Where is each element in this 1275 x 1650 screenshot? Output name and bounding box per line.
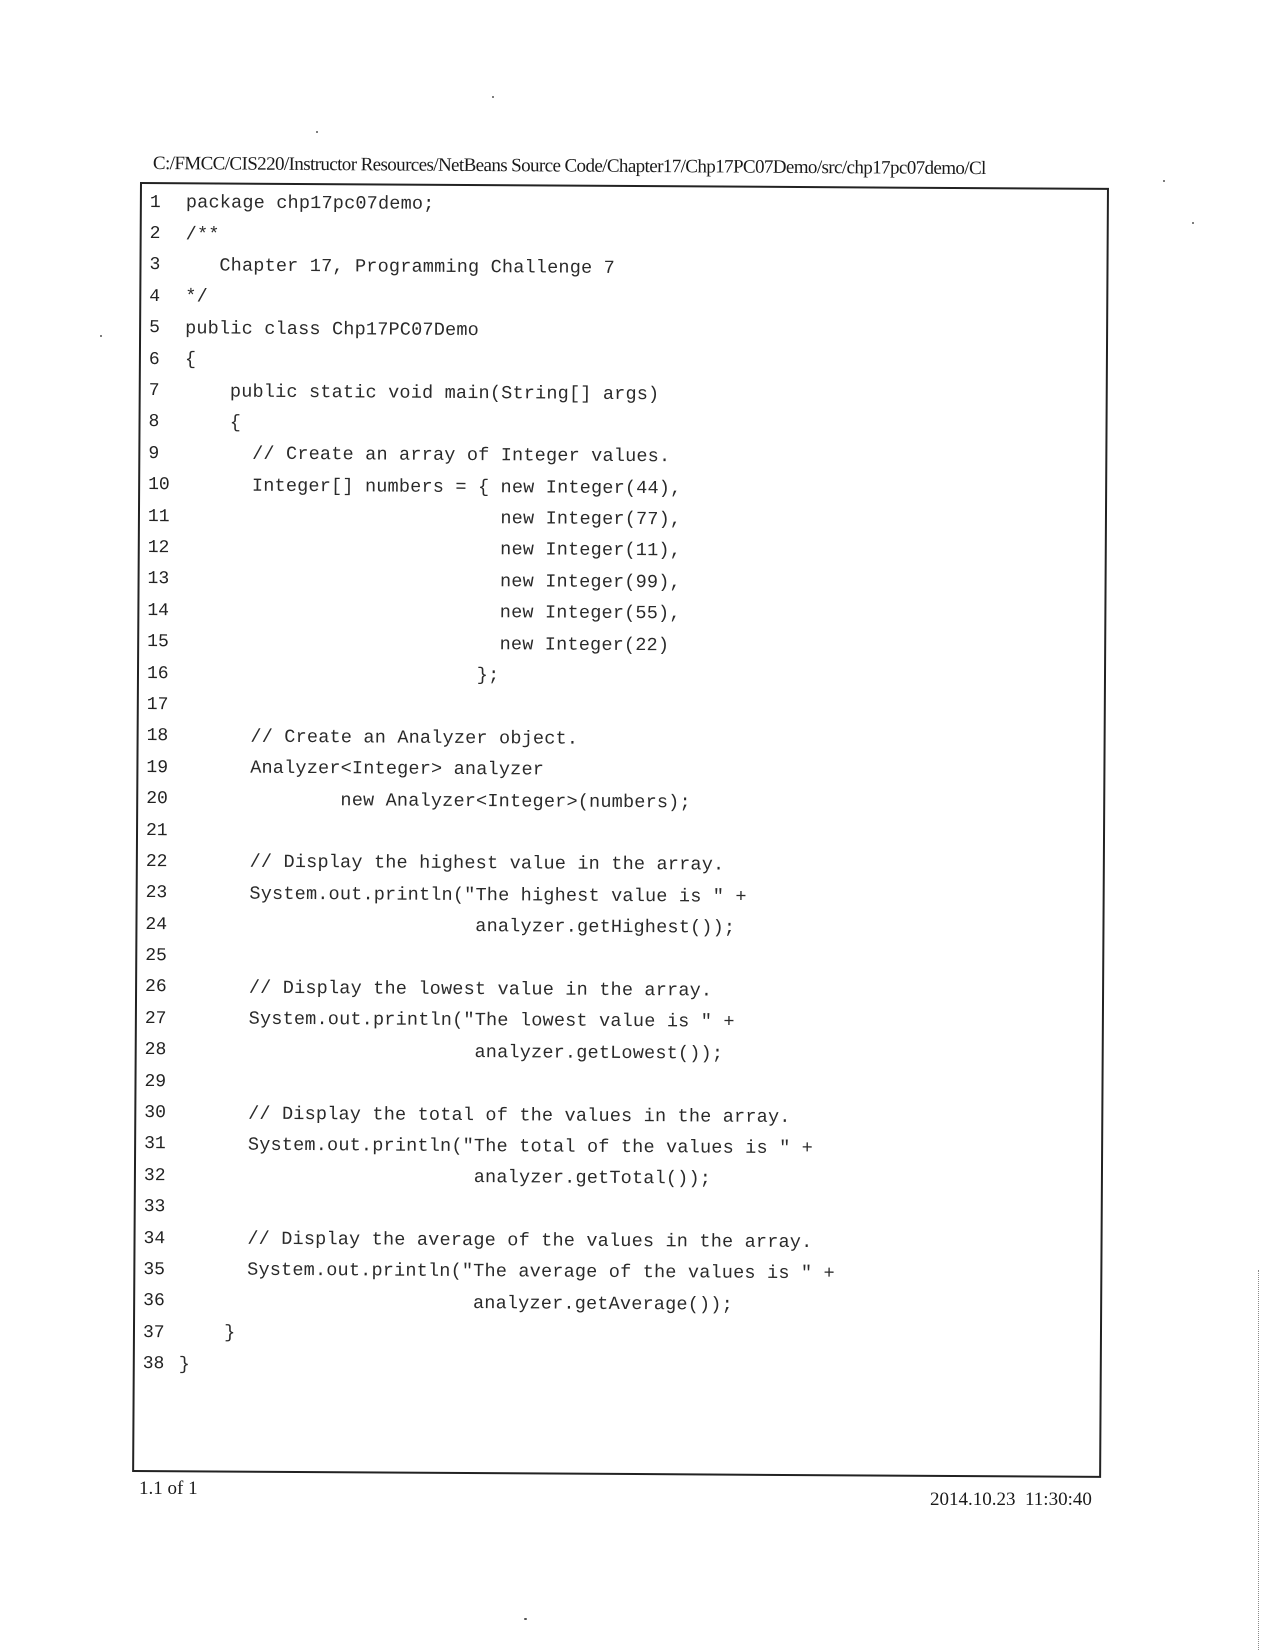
line-code-text: new Analyzer<Integer>(numbers); (182, 788, 691, 813)
line-number: 34 (143, 1228, 166, 1249)
scan-speck (316, 131, 318, 133)
code-listing (135, 187, 1107, 1386)
line-number: 32 (143, 1165, 166, 1186)
line-code-text: analyzer.getHighest()); (181, 914, 736, 939)
line-code-text: Analyzer<Integer> analyzer (182, 757, 545, 781)
line-code-text: public class Chp17PC07Demo (185, 318, 480, 341)
line-code-text: new Integer(22) (183, 631, 670, 656)
line-number: 11 (147, 506, 170, 527)
line-code-text: // Create an array of Integer values. (184, 443, 671, 468)
line-number: 18 (146, 726, 169, 747)
line-code-text: analyzer.getAverage()); (179, 1291, 734, 1316)
line-number: 36 (143, 1291, 165, 1312)
line-number: 1 (149, 192, 161, 213)
line-number: 20 (146, 789, 168, 810)
line-code-text: Integer[] numbers = { new Integer(44), (184, 474, 682, 500)
line-code-text: /** (185, 223, 220, 246)
line-code-text: System.out.println("The lowest value is " + (180, 1008, 735, 1033)
line-code-text: } (178, 1322, 236, 1344)
line-code-text: Chapter 17, Programming Challenge 7 (185, 255, 616, 279)
line-code-text: new Integer(77), (183, 506, 682, 531)
line-number: 28 (144, 1040, 167, 1061)
line-number: 29 (144, 1071, 167, 1092)
line-number: 3 (149, 255, 161, 276)
line-code-text: package chp17pc07demo; (185, 192, 435, 215)
line-number: 13 (147, 569, 170, 590)
line-number: 14 (147, 600, 170, 621)
line-code-text: // Display the lowest value in the array. (181, 977, 713, 1002)
line-code-text: // Display the average of the values in the array. (179, 1228, 813, 1254)
line-number: 7 (148, 381, 160, 402)
line-code-text: System.out.println("The total of the values is " + (180, 1134, 814, 1160)
line-number: 16 (146, 663, 169, 684)
line-number: 38 (142, 1354, 165, 1375)
line-number: 19 (146, 757, 169, 778)
scan-edge-line (1257, 1270, 1259, 1650)
line-number: 26 (145, 977, 167, 998)
line-number: 24 (145, 914, 168, 935)
line-code-text: new Integer(99), (183, 569, 681, 594)
line-code-text: new Integer(11), (183, 537, 682, 562)
line-code-text: { (184, 349, 197, 371)
print-timestamp: 2014.10.23 11:30:40 (930, 1489, 1092, 1510)
line-code-text: System.out.println("The average of the values is " + (179, 1259, 835, 1285)
line-number: 25 (145, 946, 167, 967)
line-number: 12 (147, 538, 170, 559)
file-path-header: C:/FMCC/CIS220/Instructor Resources/NetBeans Source Code/Chapter17/Chp17PC07Demo/src/chp17pc07demo/Cl (152, 153, 986, 180)
line-number: 9 (148, 443, 160, 464)
line-number: 6 (148, 349, 160, 370)
scan-speck (1192, 222, 1194, 224)
line-code-text: // Display the highest value in the array. (181, 851, 725, 876)
source-code-frame (132, 182, 1109, 1478)
line-number: 2 (149, 224, 161, 245)
line-code-text: // Display the total of the values in the array. (180, 1102, 791, 1128)
line-number: 37 (142, 1322, 165, 1343)
scan-speck (100, 335, 102, 337)
line-code-text: { (184, 412, 242, 434)
line-code-text: public static void main(String[] args) (184, 380, 660, 405)
line-number: 8 (148, 412, 160, 433)
line-code-text: } (178, 1353, 191, 1375)
code-line (135, 1348, 1100, 1385)
line-number: 22 (145, 851, 168, 873)
line-code-text: analyzer.getTotal()); (179, 1165, 712, 1190)
line-code-text: }; (182, 663, 500, 687)
page-number: 1.1 of 1 (139, 1478, 198, 1499)
line-number: 17 (146, 694, 169, 716)
line-code-text: new Integer(55), (183, 600, 681, 625)
line-number: 27 (144, 1008, 167, 1030)
line-number: 10 (148, 475, 170, 496)
line-number: 15 (147, 632, 169, 653)
line-number: 31 (144, 1134, 166, 1155)
line-code-text: System.out.println("The highest value is " + (181, 883, 747, 908)
line-number: 30 (144, 1103, 166, 1124)
scan-speck (1163, 180, 1165, 182)
line-number: 35 (143, 1260, 166, 1281)
line-code-text: // Create an Analyzer object. (182, 726, 579, 750)
line-number: 33 (143, 1197, 166, 1218)
line-number: 21 (145, 820, 168, 841)
line-code-text: analyzer.getLowest()); (180, 1039, 724, 1065)
line-number: 4 (149, 286, 161, 307)
line-code-text: */ (185, 286, 208, 308)
line-number: 5 (149, 318, 160, 339)
scan-speck (524, 1618, 527, 1620)
scan-speck (492, 96, 494, 98)
line-number: 23 (145, 883, 168, 904)
